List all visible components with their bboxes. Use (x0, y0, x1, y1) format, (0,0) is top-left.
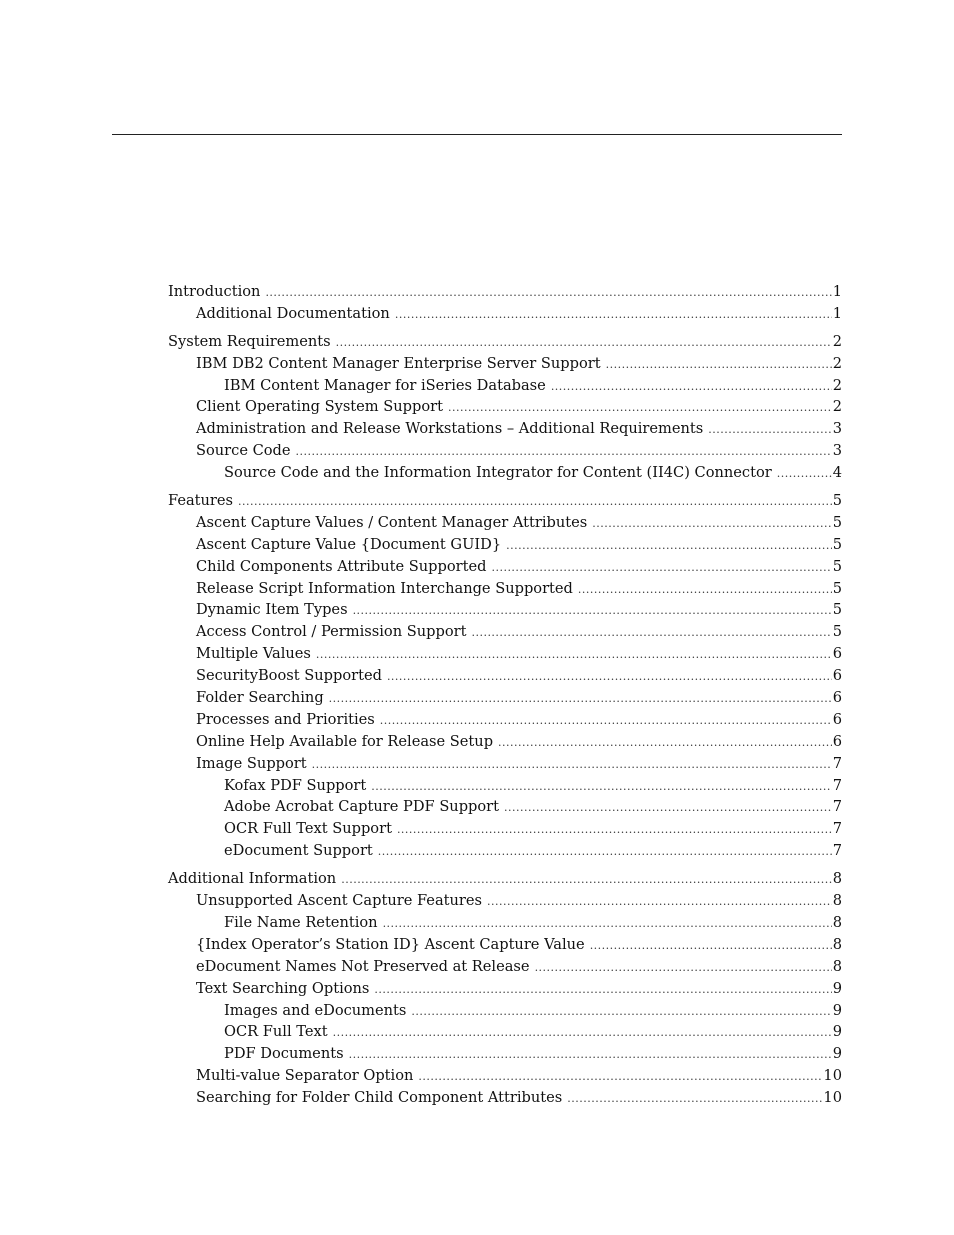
toc-entry-title: Source Code (196, 442, 291, 460)
dot-leader (395, 304, 832, 326)
toc-page-number: 8 (832, 957, 842, 975)
toc-page-number: 6 (832, 689, 842, 707)
toc-section (168, 331, 842, 484)
dot-leader (265, 282, 831, 304)
toc-page-number: 7 (832, 798, 842, 816)
toc-entry[interactable] (168, 840, 842, 862)
toc-entry-title: Access Control / Permission Support (196, 623, 467, 641)
toc-page-number: 6 (832, 710, 842, 728)
toc-entry-title: Multi-value Separator Option (196, 1067, 414, 1085)
toc-entry[interactable] (168, 1065, 842, 1087)
toc-entry-title: Image Support (196, 754, 307, 772)
dot-leader (708, 419, 831, 441)
toc-entry[interactable] (168, 687, 842, 709)
toc-entry-title: Text Searching Options (196, 979, 370, 997)
toc-page-number: 8 (832, 913, 842, 931)
toc-entry-title: Ascent Capture Value {Document GUID} (196, 535, 502, 553)
toc-entry[interactable] (168, 868, 842, 890)
dot-leader (387, 666, 832, 688)
toc-entry[interactable] (168, 396, 842, 418)
dot-leader (471, 622, 831, 644)
toc-page-number: 5 (832, 492, 842, 510)
dot-leader (397, 819, 832, 841)
dot-leader (411, 1001, 831, 1023)
dot-leader (504, 797, 832, 819)
toc-page-number: 6 (832, 732, 842, 750)
toc-page-number: 2 (832, 376, 842, 394)
toc-entry[interactable] (168, 665, 842, 687)
toc-entry[interactable] (168, 912, 842, 934)
toc-entry[interactable] (168, 643, 842, 665)
dot-leader (491, 557, 831, 579)
dot-leader (487, 891, 832, 913)
toc-entry[interactable] (168, 331, 842, 353)
dot-leader (606, 354, 832, 376)
toc-page-number: 8 (832, 935, 842, 953)
toc-page-number: 10 (823, 1089, 842, 1107)
toc-entry[interactable] (168, 599, 842, 621)
toc-entry-title: Introduction (168, 283, 261, 300)
dot-leader (498, 732, 832, 754)
toc-page-number: 9 (832, 1045, 842, 1063)
dot-leader (374, 979, 831, 1001)
dot-leader (378, 841, 832, 863)
toc-entry[interactable] (168, 353, 842, 375)
toc-page-number: 1 (832, 283, 842, 300)
toc-entry[interactable] (168, 303, 842, 325)
dot-leader (380, 710, 832, 732)
toc-entry-title: {Index Operator’s Station ID} Ascent Capture Value (196, 935, 585, 953)
toc-entry[interactable] (168, 956, 842, 978)
dot-leader (329, 688, 832, 710)
toc-entry[interactable] (168, 731, 842, 753)
dot-leader (383, 913, 832, 935)
toc-entry-title: Kofax PDF Support (224, 776, 367, 794)
toc-entry[interactable] (168, 1021, 842, 1043)
toc-entry-title: IBM Content Manager for iSeries Database (224, 376, 546, 394)
toc-entry[interactable] (168, 281, 842, 303)
toc-page-number: 8 (832, 870, 842, 888)
toc-entry-title: Source Code and the Information Integrator for Content (II4C) Connector (224, 464, 772, 482)
toc-entry[interactable] (168, 375, 842, 397)
toc-page-number: 6 (832, 667, 842, 685)
dot-leader (316, 644, 832, 666)
toc-entry-title: eDocument Support (224, 842, 373, 860)
toc-page-number: 9 (832, 1023, 842, 1041)
toc-entry[interactable] (168, 978, 842, 1000)
dot-leader (535, 957, 832, 979)
dot-leader (341, 869, 832, 891)
toc-page-number: 4 (832, 464, 842, 482)
toc-entry-title: Folder Searching (196, 689, 324, 707)
toc-page-number: 2 (832, 354, 842, 372)
toc-entry-title: Searching for Folder Child Component Attributes (196, 1089, 563, 1107)
toc-entry-title: Child Components Attribute Supported (196, 557, 487, 575)
header-rule (112, 134, 842, 135)
toc-page-number: 5 (832, 557, 842, 575)
toc-page-number: 8 (832, 892, 842, 910)
toc-entry[interactable] (168, 490, 842, 512)
dot-leader (312, 754, 832, 776)
toc-entry-title: Additional Information (168, 870, 337, 888)
dot-leader (590, 935, 832, 957)
toc-entry[interactable] (168, 1000, 842, 1022)
dot-leader (296, 441, 832, 463)
toc-entry-title: Additional Documentation (196, 304, 390, 322)
toc-entry-title: Features (168, 492, 234, 510)
toc-page-number: 5 (832, 601, 842, 619)
toc-page-number: 6 (832, 645, 842, 663)
toc-page-number: 3 (832, 442, 842, 460)
toc-entry[interactable] (168, 534, 842, 556)
toc-section (168, 281, 842, 325)
toc-page-number: 2 (832, 332, 842, 350)
toc-entry-title: OCR Full Text (224, 1023, 328, 1041)
toc-page-number: 5 (832, 623, 842, 641)
dot-leader (353, 600, 832, 622)
dot-leader (371, 776, 831, 798)
toc-entry-title: Adobe Acrobat Capture PDF Support (224, 798, 500, 816)
toc-entry-title: Processes and Priorities (196, 710, 375, 728)
toc-entry-title: Release Script Information Interchange Supported (196, 579, 573, 597)
toc-page-number: 9 (832, 979, 842, 997)
toc-entry-title: SecurityBoost Supported (196, 667, 382, 685)
toc-entry[interactable] (168, 796, 842, 818)
toc-section (168, 868, 842, 1109)
toc-entry-title: Ascent Capture Values / Content Manager Attributes (196, 513, 588, 531)
dot-leader (418, 1066, 822, 1088)
toc-entry[interactable] (168, 621, 842, 643)
toc-entry[interactable] (168, 753, 842, 775)
toc-page-number: 5 (832, 535, 842, 553)
dot-leader (578, 579, 832, 601)
toc-entry-title: System Requirements (168, 332, 331, 350)
dot-leader (448, 397, 832, 419)
toc-entry-title: PDF Documents (224, 1045, 344, 1063)
toc-entry-title: OCR Full Text Support (224, 820, 392, 838)
toc-page-number: 5 (832, 579, 842, 597)
toc-entry[interactable] (168, 512, 842, 534)
toc-entry-title: IBM DB2 Content Manager Enterprise Server Support (196, 354, 601, 372)
toc-entry[interactable] (168, 578, 842, 600)
toc-entry-title: Client Operating System Support (196, 398, 443, 416)
toc-page-number: 7 (832, 842, 842, 860)
dot-leader (567, 1088, 822, 1110)
dot-leader (336, 332, 832, 354)
dot-leader (349, 1044, 832, 1066)
toc-entry[interactable] (168, 418, 842, 440)
toc-entry[interactable] (168, 818, 842, 840)
toc-entry[interactable] (168, 462, 842, 484)
toc-entry-title: File Name Retention (224, 913, 378, 931)
toc-entry[interactable] (168, 1087, 842, 1109)
toc-page-number: 5 (832, 513, 842, 531)
table-of-contents (168, 281, 842, 1115)
toc-entry-title: Unsupported Ascent Capture Features (196, 892, 483, 910)
toc-page-number: 9 (832, 1001, 842, 1019)
toc-entry[interactable] (168, 890, 842, 912)
toc-entry[interactable] (168, 775, 842, 797)
dot-leader (551, 376, 832, 398)
toc-entry-title: eDocument Names Not Preserved at Release (196, 957, 530, 975)
toc-entry[interactable] (168, 1043, 842, 1065)
toc-entry-title: Images and eDocuments (224, 1001, 407, 1019)
dot-leader (238, 491, 832, 513)
dot-leader (506, 535, 832, 557)
dot-leader (333, 1022, 832, 1044)
toc-page-number: 7 (832, 820, 842, 838)
toc-page-number: 7 (832, 776, 842, 794)
toc-entry[interactable] (168, 934, 842, 956)
toc-page-number: 1 (832, 304, 842, 322)
dot-leader (592, 513, 831, 535)
toc-entry[interactable] (168, 440, 842, 462)
toc-entry-title: Dynamic Item Types (196, 601, 348, 619)
toc-page-number: 3 (832, 420, 842, 438)
toc-entry[interactable] (168, 556, 842, 578)
toc-page-number: 2 (832, 398, 842, 416)
toc-entry-title: Multiple Values (196, 645, 311, 663)
toc-section (168, 490, 842, 862)
toc-page-number: 7 (832, 754, 842, 772)
toc-entry-title: Administration and Release Workstations – Additional Requirements (196, 420, 704, 438)
dot-leader (777, 463, 832, 485)
toc-entry[interactable] (168, 709, 842, 731)
toc-entry-title: Online Help Available for Release Setup (196, 732, 494, 750)
toc-page-number: 10 (823, 1067, 842, 1085)
